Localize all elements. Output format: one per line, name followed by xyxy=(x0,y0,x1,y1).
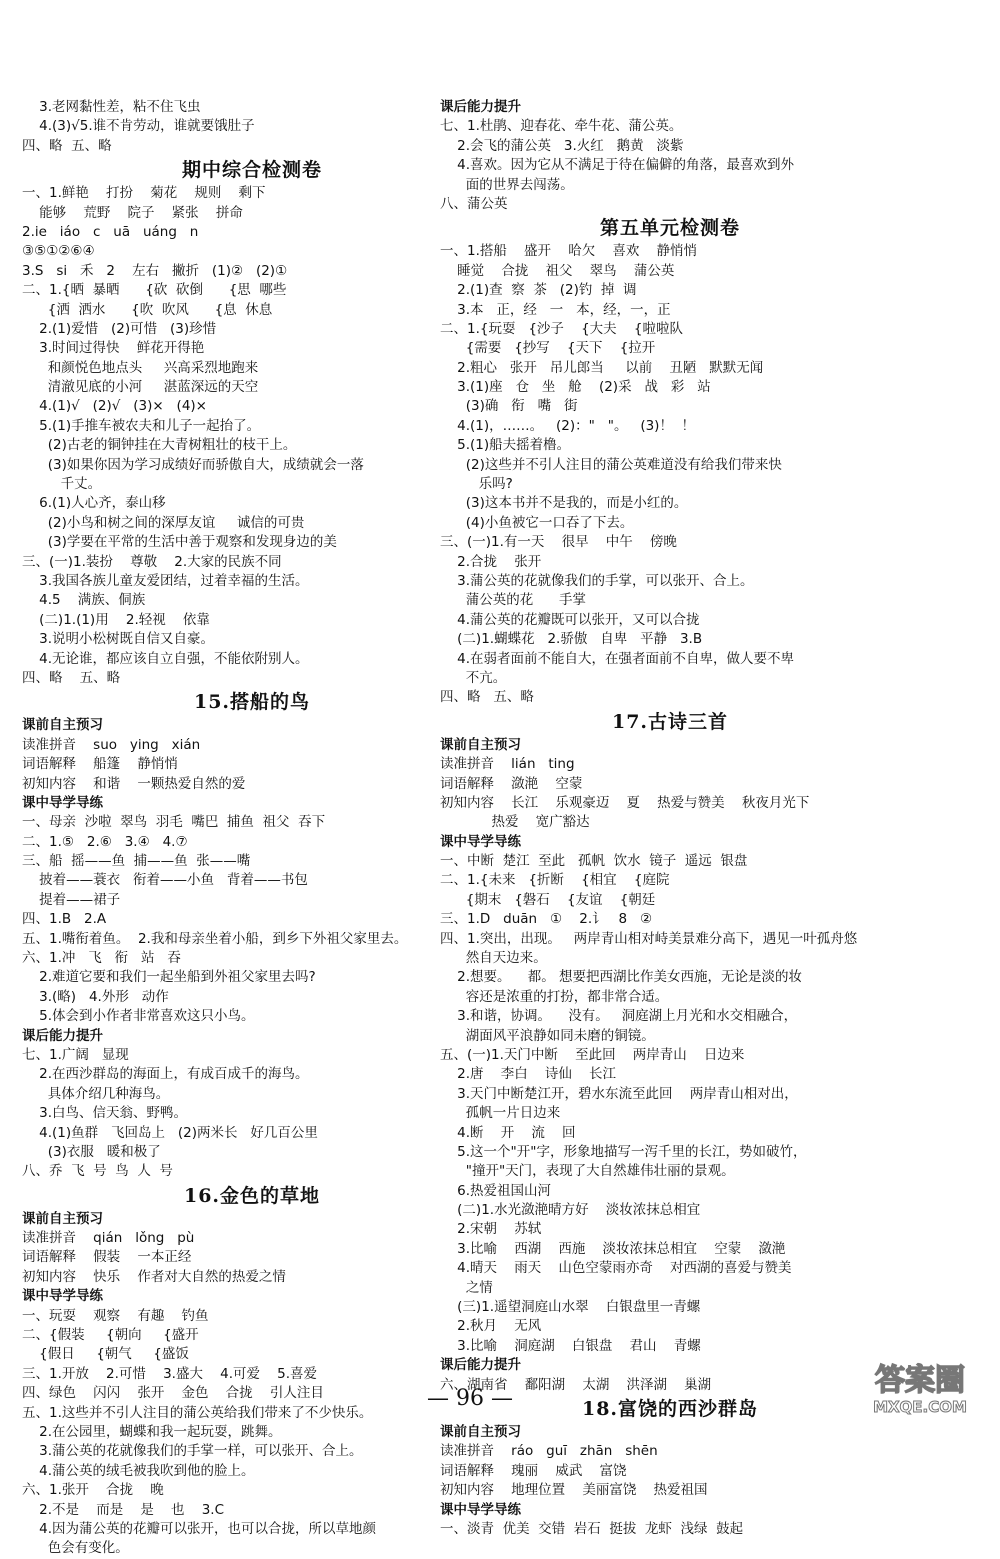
answer-line: (3)学要在平常的生活中善于观察和发现身边的美 xyxy=(22,534,337,551)
answer-line: 4.(3)√5.谁不肯劳动，谁就要饿肚子 xyxy=(22,118,255,135)
answer-line: 二、1.{未来 {折断 {相宜 {庭院 xyxy=(440,872,670,889)
answer-line: 一、玩耍 观察 有趣 钓鱼 xyxy=(22,1307,209,1324)
watermark-title: 答案圈 xyxy=(875,1363,965,1398)
answer-line: 2.秋月 无风 xyxy=(440,1318,542,1335)
answer-line: (二)1.水光潋滟晴方好 淡妆浓抹总相宜 xyxy=(440,1202,701,1219)
answer-line: 2.不是 而是 是 也 3.C xyxy=(22,1501,225,1518)
subsection-heading: 课中导学导练 xyxy=(440,1501,521,1518)
answer-line: 七、1.广阔 显现 xyxy=(22,1046,129,1063)
answer-line: 2.在公园里，蝴蝶和我一起玩耍，跳舞。 xyxy=(22,1424,282,1440)
answer-line: 能够 荒野 院子 紧张 拼命 xyxy=(22,204,243,221)
answer-line: 2.难道它要和我们一起坐船到外祖父家里去吗? xyxy=(22,969,316,986)
answer-line: 5.(1)手推车被农夫和儿子一起抬了。 xyxy=(22,417,261,434)
subsection-heading: 课前自主预习 xyxy=(22,1210,103,1227)
answer-line: 3.时间过得快 鲜花开得艳 xyxy=(22,340,205,357)
answer-line: 四、略 五、略 xyxy=(440,689,534,706)
answer-line: 具体介绍几种海鸟。 xyxy=(22,1085,170,1102)
subsection-heading: 课前自主预习 xyxy=(440,1424,521,1440)
answer-line: 五、1.嘴衔着鱼。 2.我和母亲坐着小船，到乡下外祖父家里去。 xyxy=(22,930,408,947)
answer-line: 面的世界去闯荡。 xyxy=(440,176,574,193)
answer-line: 六、1.张开 合拢 晚 xyxy=(22,1482,164,1499)
answer-line: "撞开"天门，表现了大自然雄伟壮丽的景观。 xyxy=(440,1163,735,1180)
answer-line: 四、1.B 2.A xyxy=(22,911,107,928)
answer-line: {假日 {朝气 {盛饭 xyxy=(22,1346,189,1363)
answer-line: 词语解释 瑰丽 威武 富饶 xyxy=(440,1462,627,1479)
answer-line: 词语解释 假装 一本正经 xyxy=(22,1249,192,1266)
answer-line: 2.想要。 都。 想要把西湖比作美女西施，无论是淡的妆 xyxy=(440,969,803,986)
answer-line: {洒 洒水 {吹 吹风 {息 休息 xyxy=(22,301,273,318)
answer-line: 词语解释 潋滟 空蒙 xyxy=(440,775,583,792)
answer-line: (3)衣服 暖和极了 xyxy=(22,1143,161,1160)
answer-line: (2)古老的铜钟挂在大青树粗壮的枝干上。 xyxy=(22,437,297,454)
answer-line: 2.(1)爱惜 (2)可惜 (3)珍惜 xyxy=(22,320,217,337)
answer-line: 2.在西沙群岛的海面上，有成百成千的海鸟。 xyxy=(22,1066,309,1083)
answer-line: (三)1.遥望洞庭山水翠 白银盘里一青螺 xyxy=(440,1299,701,1316)
answer-line: 3.天门中断楚江开，碧水东流至此回 两岸青山相对出， xyxy=(440,1085,798,1102)
answer-line: 5.这一个"开"字，形象地描写一泻千里的长江，势如破竹， xyxy=(440,1143,807,1160)
section-title: 期中综合检测卷 xyxy=(181,159,322,182)
answer-line: 2.会飞的蒲公英 3.火红 鹅黄 淡紫 xyxy=(440,137,684,154)
answer-line: 然自天边来。 xyxy=(440,950,547,967)
answer-line: 4.断 开 流 回 xyxy=(440,1124,576,1141)
answer-line: 2.粗心 张开 吊儿郎当 以前 丑陋 默默无闻 xyxy=(440,359,764,376)
subsection-heading: 课中导学导练 xyxy=(440,833,521,850)
answer-line: 3.说明小松树既自信又自豪。 xyxy=(22,631,215,648)
answer-line: 3.蒲公英的花就像我们的手掌，可以张开、合上。 xyxy=(440,572,754,589)
answer-line: (二)1.(1)用 2.轻视 依靠 xyxy=(22,611,210,628)
answer-line: 四、略 五、略 xyxy=(22,137,112,154)
answer-line: 千丈。 xyxy=(22,476,102,493)
answer-line: 4.晴天 雨天 山色空蒙雨亦奇 对西湖的喜爱与赞美 xyxy=(440,1260,792,1277)
left-column xyxy=(22,98,422,1559)
answer-line: 4.喜欢。因为它从不满足于待在偏僻的角落，最喜欢到外 xyxy=(440,157,795,174)
section-title: 17.古诗三首 xyxy=(611,710,729,733)
answer-line: 睡觉 合拢 祖父 翠鸟 蒲公英 xyxy=(440,262,675,279)
answer-line: 一、1.搭船 盛开 哈欠 喜欢 静悄悄 xyxy=(440,243,698,260)
answer-line: 一、淡青 优美 交错 岩石 挺拔 龙虾 浅绿 鼓起 xyxy=(440,1520,744,1537)
answer-line: 初知内容 地理位置 美丽富饶 热爱祖国 xyxy=(440,1482,708,1499)
section-title: 18.富饶的西沙群岛 xyxy=(581,1398,759,1420)
answer-line: 二、1.⑤ 2.⑥ 3.④ 4.⑦ xyxy=(22,833,188,850)
answer-line: (3)这本书并不是我的，而是小红的。 xyxy=(440,495,688,512)
answer-line: 6.热爱祖国山河 xyxy=(440,1182,552,1199)
answer-line: 词语解释 船篷 静悄悄 xyxy=(22,756,178,773)
answer-line: 六、1.冲 飞 衔 站 吞 xyxy=(22,950,181,967)
answer-line: 读准拼音 ráo guī zhān shēn xyxy=(440,1443,658,1460)
answer-line: 八、蒲公英 xyxy=(440,195,508,212)
answer-line: 四、1.突出，出现。 两岸青山相对峙美景难分高下，遇见一叶孤舟悠 xyxy=(440,930,858,947)
answer-line: 4.蒲公英的花瓣既可以张开，又可以合拢 xyxy=(440,611,700,628)
answer-line: 五、1.这些并不引人注目的蒲公英给我们带来了不少快乐。 xyxy=(22,1404,373,1421)
answer-line: (2)小鸟和树之间的深厚友谊 诚信的可贵 xyxy=(22,514,305,531)
right-column xyxy=(440,98,860,1539)
section-title: 15.搭船的鸟 xyxy=(193,691,311,714)
answer-line: 3.(1)座 仓 坐 舱 (2)采 战 彩 站 xyxy=(440,379,711,396)
answer-line: 四、绿色 闪闪 张开 金色 合拢 引人注目 xyxy=(22,1385,324,1402)
answer-line: 二、1.{玩耍 {沙子 {大夫 {啦啦队 xyxy=(440,320,683,337)
answer-line: (2)这些并不引人注目的蒲公英难道没有给我们带来快 xyxy=(440,456,782,473)
answer-line: 3.白鸟、信天翁、野鸭。 xyxy=(22,1105,188,1122)
answer-line: 不亢。 xyxy=(440,669,507,686)
answer-line: 读准拼音 suo ying xián xyxy=(22,736,201,753)
page-number: — 96 — xyxy=(427,1386,513,1411)
answer-line: 4.(1)√ (2)√ (3)× (4)× xyxy=(22,398,207,415)
answer-line: 一、中断 楚江 至此 孤帆 饮水 镜子 遥远 银盘 xyxy=(440,853,748,870)
answer-line: 4.(1)鱼群 飞回岛上 (2)两米长 好几百公里 xyxy=(22,1124,318,1141)
answer-line: 和颜悦色地点头 兴高采烈地跑来 xyxy=(22,359,259,376)
answer-line: 三、船 摇——鱼 捕——鱼 张——嘴 xyxy=(22,853,251,870)
watermark-logo xyxy=(850,1350,990,1418)
answer-line: 读准拼音 qián lǒng pù xyxy=(22,1230,195,1247)
answer-line: (3)确 衔 嘴 街 xyxy=(440,398,578,415)
section-title: 第五单元检测卷 xyxy=(599,217,740,240)
answer-line: 3.比喻 洞庭湖 白银盘 君山 青螺 xyxy=(440,1337,701,1354)
answer-line: {期末 {磐石 {友谊 {朝廷 xyxy=(440,891,656,908)
answer-line: 清澈见底的小河 湛蓝深远的天空 xyxy=(22,379,259,396)
answer-line: 3.老网黏性差，粘不住飞虫 xyxy=(22,99,201,115)
answer-line: 2.合拢 张开 xyxy=(440,553,542,570)
answer-line: 初知内容 快乐 作者对大自然的热爱之情 xyxy=(22,1268,286,1285)
answer-line: 三、1.开放 2.可惜 3.盛大 4.可爱 5.喜爱 xyxy=(22,1365,318,1382)
answer-line: 一、1.鲜艳 打扮 菊花 规则 剩下 xyxy=(22,185,266,202)
subsection-heading: 课后能力提升 xyxy=(22,1027,103,1044)
answer-line: 初知内容 和谐 一颗热爱自然的爱 xyxy=(22,775,246,792)
answer-line: 湖面风平浪静如同未磨的铜镜。 xyxy=(440,1027,655,1044)
answer-line: 六、湖南省 鄱阳湖 太湖 洪泽湖 巢湖 xyxy=(440,1376,712,1393)
answer-line: 5.(1)船夫摇着橹。 xyxy=(440,437,571,454)
subsection-heading: 课中导学导练 xyxy=(22,1288,103,1305)
answer-line: 初知内容 长江 乐观豪迈 夏 热爱与赞美 秋夜月光下 xyxy=(440,794,810,811)
answer-line: 2.唐 李白 诗仙 长江 xyxy=(440,1066,617,1083)
answer-line: (3)如果你因为学习成绩好而骄傲自大，成绩就会一落 xyxy=(22,456,364,473)
answer-line: 3.我国各族儿童友爱团结，过着幸福的生活。 xyxy=(22,572,309,589)
answer-line: 四、略 五、略 xyxy=(22,669,121,686)
answer-line: 五、(一)1.天门中断 至此回 两岸青山 日边来 xyxy=(440,1046,745,1063)
answer-line: 4.5 满族、侗族 xyxy=(22,592,146,609)
answer-line: 读准拼音 lián ting xyxy=(440,756,575,773)
answer-line: 2.(1)查 察 茶 (2)钓 掉 调 xyxy=(440,282,637,299)
subsection-heading: 课中导学导练 xyxy=(22,794,103,811)
answer-line: {需要 {抄写 {天下 {拉开 xyxy=(440,340,656,357)
answer-line: 4.在弱者面前不能自大，在强者面前不自卑，做人要不卑 xyxy=(440,650,795,667)
subsection-heading: 课后能力提升 xyxy=(440,99,521,115)
subsection-heading: 课后能力提升 xyxy=(440,1357,521,1374)
answer-line: 4.(1)，……。 (2)：" "。 (3)！ ！ xyxy=(440,417,696,434)
answer-line: 4.因为蒲公英的花瓣可以张开，也可以合拢，所以草地颜 xyxy=(22,1520,377,1537)
answer-line: 3.和谐，协调。 没有。 洞庭湖上月光和水交相融合， xyxy=(440,1008,798,1025)
answer-line: 二、1.{晒 暴晒 {砍 砍倒 {思 哪些 xyxy=(22,282,287,299)
answer-line: ③⑤①②⑥④ xyxy=(22,243,95,260)
answer-line: 之情 xyxy=(440,1279,493,1296)
answer-line: 八、乔 飞 号 鸟 人 号 xyxy=(22,1163,173,1180)
answer-line: 披着——蓑衣 衔着——小鱼 背着——书包 xyxy=(22,872,308,889)
answer-line: 3.(略) 4.外形 动作 xyxy=(22,988,169,1005)
answer-line: 蒲公英的花 手掌 xyxy=(440,592,586,609)
answer-line: (4)小鱼被它一口吞了下去。 xyxy=(440,514,634,531)
answer-line: 提着——裙子 xyxy=(22,891,121,908)
answer-line: 色会有变化。 xyxy=(22,1540,129,1557)
answer-line: 3.本 正，经 一 本，经，一，正 xyxy=(440,301,671,318)
answer-line: 3.蒲公英的花就像我们的手掌一样，可以张开、合上。 xyxy=(22,1443,363,1460)
answer-line: 一、母亲 沙啦 翠鸟 羽毛 嘴巴 捕鱼 祖父 吞下 xyxy=(22,814,326,831)
answer-line: 二、{假装 {朝向 {盛开 xyxy=(22,1327,199,1344)
answer-line: 七、1.杜鹃、迎春花、牵牛花、蒲公英。 xyxy=(440,118,683,135)
answer-line: 热爱 宽广豁达 xyxy=(440,814,590,831)
answer-line: 4.无论谁，都应该自立自强，不能依附别人。 xyxy=(22,650,309,667)
subsection-heading: 课前自主预习 xyxy=(22,717,103,734)
answer-line: 三、1.D duān ① 2.讠 8 ② xyxy=(440,911,653,928)
watermark-url: MXQE.COM xyxy=(873,1398,967,1416)
subsection-heading: 课前自主预习 xyxy=(440,736,521,753)
answer-line: 三、(一)1.有一天 很早 中午 傍晚 xyxy=(440,534,677,551)
answer-line: 乐吗? xyxy=(440,476,513,493)
answer-line: 4.蒲公英的绒毛被我吹到他的脸上。 xyxy=(22,1462,255,1479)
answer-line: 容还是浓重的打扮，都非常合适。 xyxy=(440,988,669,1005)
section-title: 16.金色的草地 xyxy=(183,1184,321,1207)
answer-line: 3.S si 禾 2 左右 撇折 (1)② (2)① xyxy=(22,262,288,279)
answer-line: 3.比喻 西湖 西施 淡妆浓抹总相宜 空蒙 潋滟 xyxy=(440,1240,786,1257)
answer-line: 三、(一)1.装扮 尊敬 2.大家的民族不同 xyxy=(22,553,282,570)
answer-line: 孤帆一片日边来 xyxy=(440,1105,561,1122)
answer-line: 5.体会到小作者非常喜欢这只小鸟。 xyxy=(22,1008,255,1025)
answer-line: 6.(1)人心齐，泰山移 xyxy=(22,495,166,512)
answer-line: (二)1.蝴蝶花 2.骄傲 自卑 平静 3.B xyxy=(440,631,703,648)
answer-line: 2.ie iáo c uā uáng n xyxy=(22,223,199,240)
answer-line: 2.宋朝 苏轼 xyxy=(440,1221,542,1238)
